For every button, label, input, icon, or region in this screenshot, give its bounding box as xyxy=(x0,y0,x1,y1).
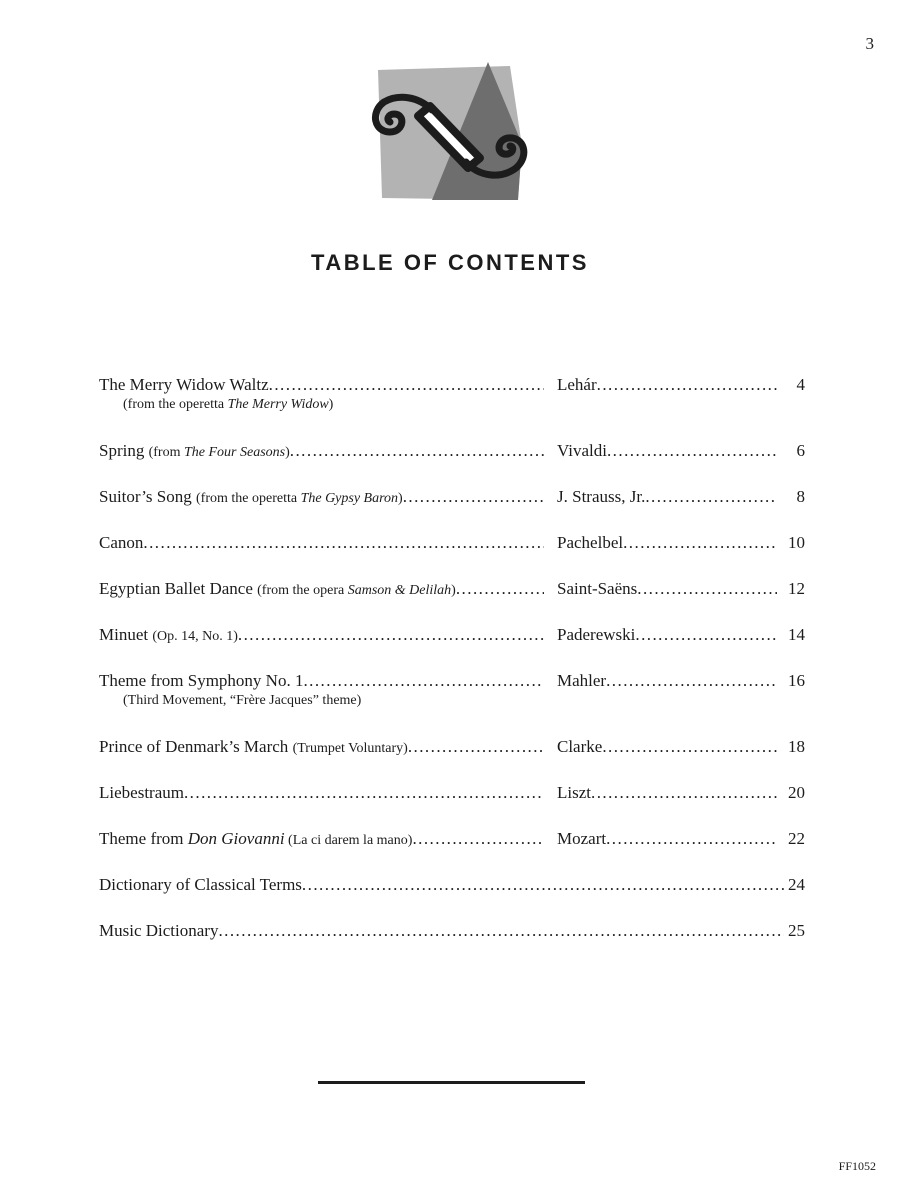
entry-composer: Pachelbel xyxy=(557,533,624,552)
entry-title: Spring xyxy=(99,441,149,460)
entry-page: 20 xyxy=(784,780,805,806)
entry-title: Dictionary of Classical Terms xyxy=(99,875,302,894)
entry-page: 25 xyxy=(784,918,805,944)
entry-composer: Mozart xyxy=(557,829,607,848)
entry-composer: Clarke xyxy=(557,737,603,756)
toc-entry xyxy=(99,872,805,918)
entry-composer: Mahler xyxy=(557,671,607,690)
toc-entry xyxy=(99,668,805,734)
toc-entry xyxy=(99,622,805,668)
entry-composer: Paderewski xyxy=(557,625,636,644)
toc-entry xyxy=(99,438,805,484)
entry-title: Theme from Don Giovanni xyxy=(99,829,285,848)
entry-page: 18 xyxy=(784,734,805,760)
entry-note: (La ci darem la mano) xyxy=(284,833,413,848)
entry-note: (from The Four Seasons) xyxy=(148,445,290,460)
toc-entry xyxy=(99,576,805,622)
entry-composer: Saint-Saëns xyxy=(557,579,638,598)
page-number: 3 xyxy=(865,34,874,53)
page-title: TABLE OF CONTENTS xyxy=(311,250,589,275)
entry-page: 16 xyxy=(784,668,805,694)
entry-composer: Vivaldi xyxy=(557,441,607,460)
music-note-logo-icon xyxy=(360,58,540,208)
toc-entry xyxy=(99,918,805,964)
entry-title: Music Dictionary xyxy=(99,921,219,940)
entry-title: Theme from Symphony No. 1 xyxy=(99,671,304,690)
entry-note: (from the opera Samson & Delilah) xyxy=(257,583,456,598)
catalog-code: FF1052 xyxy=(838,1159,876,1173)
entry-subtitle: (Third Movement, “Frère Jacques” theme) xyxy=(123,693,362,708)
entry-note: (from the operetta The Gypsy Baron) xyxy=(196,491,403,506)
entry-title: Canon xyxy=(99,533,144,552)
entry-page: 8 xyxy=(793,484,806,510)
entry-page: 24 xyxy=(784,872,805,898)
entry-composer: Lehár xyxy=(557,375,597,394)
entry-page: 10 xyxy=(784,530,805,556)
entry-note: (Trumpet Voluntary) xyxy=(292,741,408,756)
toc-entry xyxy=(99,734,805,780)
toc-entry xyxy=(99,780,805,826)
toc-entry xyxy=(99,484,805,530)
entry-page: 4 xyxy=(793,372,806,398)
toc-entry xyxy=(99,372,805,438)
entry-title: Liebestraum xyxy=(99,783,184,802)
entry-title: Egyptian Ballet Dance xyxy=(99,579,258,598)
entry-composer: Liszt xyxy=(557,783,591,802)
divider xyxy=(318,1081,585,1084)
table-of-contents xyxy=(99,372,805,964)
toc-entry xyxy=(99,826,805,872)
entry-composer: J. Strauss, Jr. xyxy=(557,487,646,506)
entry-title: Minuet xyxy=(99,625,153,644)
entry-page: 22 xyxy=(784,826,805,852)
toc-entry xyxy=(99,530,805,576)
entry-title: Prince of Denmark’s March xyxy=(99,737,293,756)
entry-page: 12 xyxy=(784,576,805,602)
entry-title: Suitor’s Song xyxy=(99,487,196,506)
entry-page: 14 xyxy=(784,622,805,648)
entry-title: The Merry Widow Waltz xyxy=(99,375,269,394)
entry-note: (Op. 14, No. 1) xyxy=(152,629,238,644)
entry-page: 6 xyxy=(793,438,806,464)
entry-subtitle: (from the operetta The Merry Widow) xyxy=(123,397,334,412)
